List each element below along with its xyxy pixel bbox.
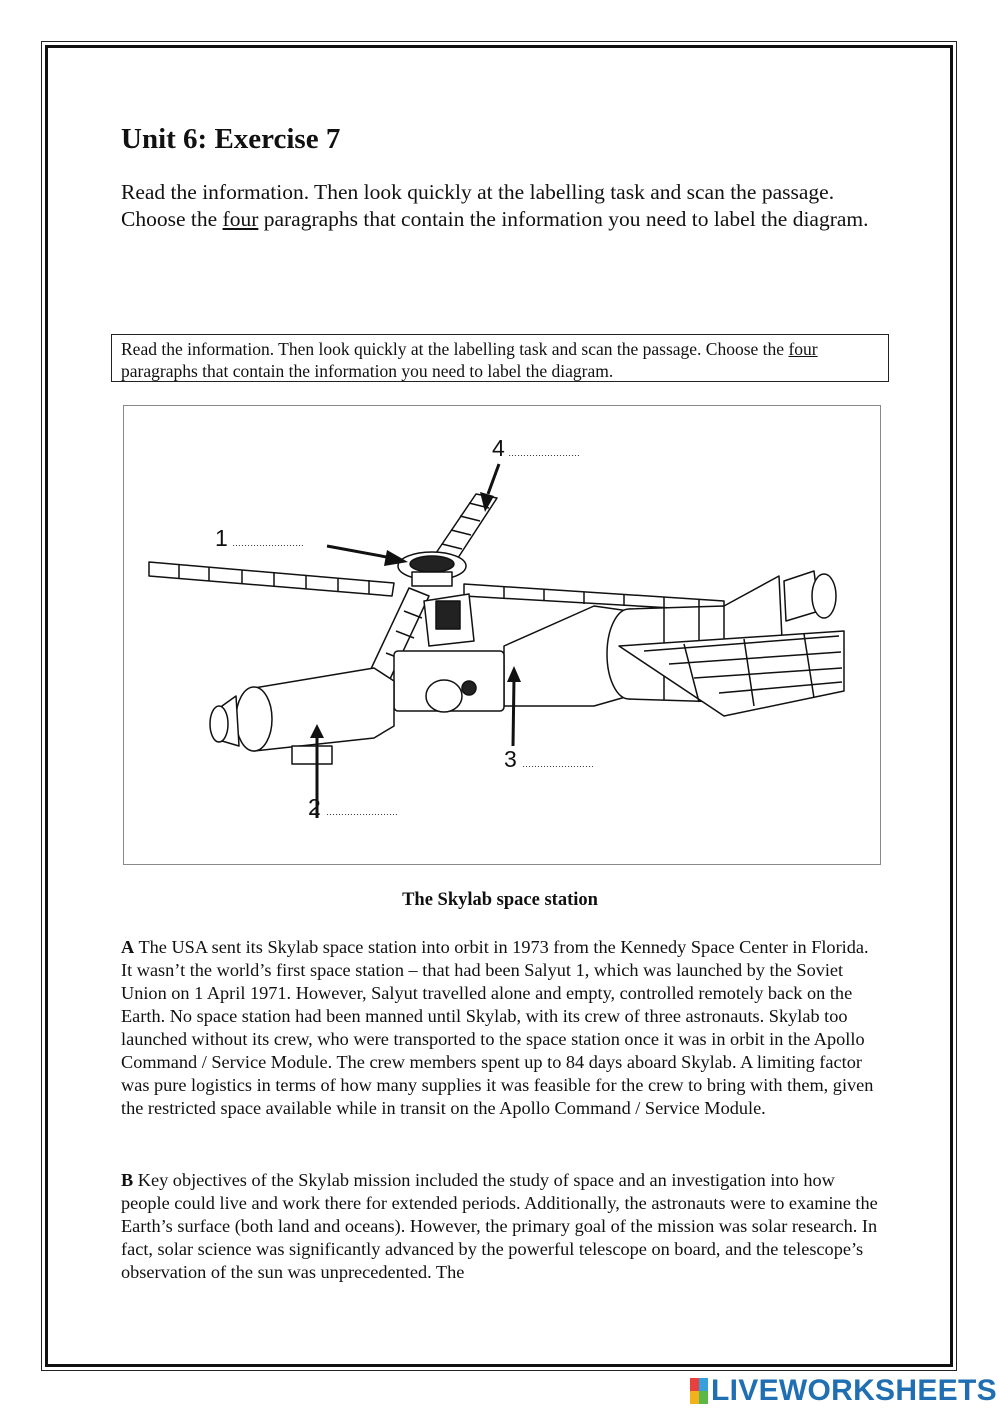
box-part-1: Read the information. Then look quickly at the labelling task and scan the passage. Choose the (121, 339, 789, 359)
paragraph-a (121, 936, 883, 1120)
arrow-3 (513, 678, 514, 746)
paragraph-b-text: Key objectives of the Skylab mission included the study of space and an investigation into how people could live and work there for extended periods. Additionally, the astronauts were to examine the Earth’s surface (both land and oceans). However, the primary goal of the mission was solar research. In fact, solar science was significantly advanced by the powerful telescope on board, and the telescope’s observation of the sun was unprecedented. The (121, 1170, 878, 1282)
left-solar-wing (149, 562, 394, 596)
label-4-number: 4 (492, 435, 505, 461)
instruction-part-2: paragraphs that contain the information you need to label the diagram. (258, 207, 869, 231)
skylab-illustration (124, 406, 882, 866)
box-part-2: paragraphs that contain the information you need to label the diagram. (121, 361, 614, 381)
arrows (310, 464, 521, 818)
skylab-diagram (123, 405, 881, 865)
label-2-number: 2 (308, 794, 321, 820)
paragraph-b (121, 1169, 883, 1284)
arrow-4 (488, 464, 499, 494)
station-body (149, 494, 844, 764)
paragraph-a-text: The USA sent its Skylab space station into orbit in 1973 from the Kennedy Space Center in Florida. It wasn’t the world’s first space station – that had been Salyut 1, which was launched by the Soviet Union on 1 April 1971. However, Salyut travelled alone and empty, controlled remotely back on the Earth. No space station had been manned until Skylab, with its crew of three astronauts. Skylab too launched without its crew, who were transported to the space station once it was in orbit in the Apollo Command / Service Module. The crew members spent up to 84 days aboard Skylab. A limiting factor was pure logistics in terms of how many supplies it was feasible for the crew to bring with them, given the restricted space available while in transit on the Apollo Command / Service Module. (121, 937, 874, 1118)
instruction-part-1: Read the information. Then look quickly at the labelling task and scan the passage. Choose the (121, 180, 835, 231)
logo-square-red (690, 1378, 699, 1391)
logo-square-yellow (690, 1391, 699, 1404)
label-3-number: 3 (504, 746, 517, 772)
label-4-blank[interactable]: …………………… (508, 448, 580, 458)
page-title: Unit 6: Exercise 7 (121, 123, 341, 155)
liveworksheets-logo (690, 1374, 997, 1408)
instruction-text (121, 179, 881, 233)
box-emphasis: four (788, 339, 818, 359)
paragraph-b-letter: B (121, 1170, 134, 1190)
apollo-csm (254, 668, 394, 751)
label-3-blank[interactable]: …………………… (522, 759, 594, 769)
arrow-1 (327, 546, 392, 558)
instruction-box (111, 334, 889, 382)
instruction-emphasis: four (222, 207, 259, 231)
logo-text: LIVEWORKSHEETS (711, 1374, 997, 1407)
label-1-blank[interactable]: …………………… (232, 538, 304, 548)
logo-square-green (699, 1391, 708, 1404)
paragraph-a-letter: A (121, 937, 135, 957)
logo-square-blue (699, 1378, 708, 1391)
diagram-caption: The Skylab space station (402, 890, 598, 910)
label-2-blank[interactable]: …………………… (326, 807, 398, 817)
label-1-number: 1 (215, 525, 228, 551)
logo-mark-icon (690, 1378, 708, 1404)
